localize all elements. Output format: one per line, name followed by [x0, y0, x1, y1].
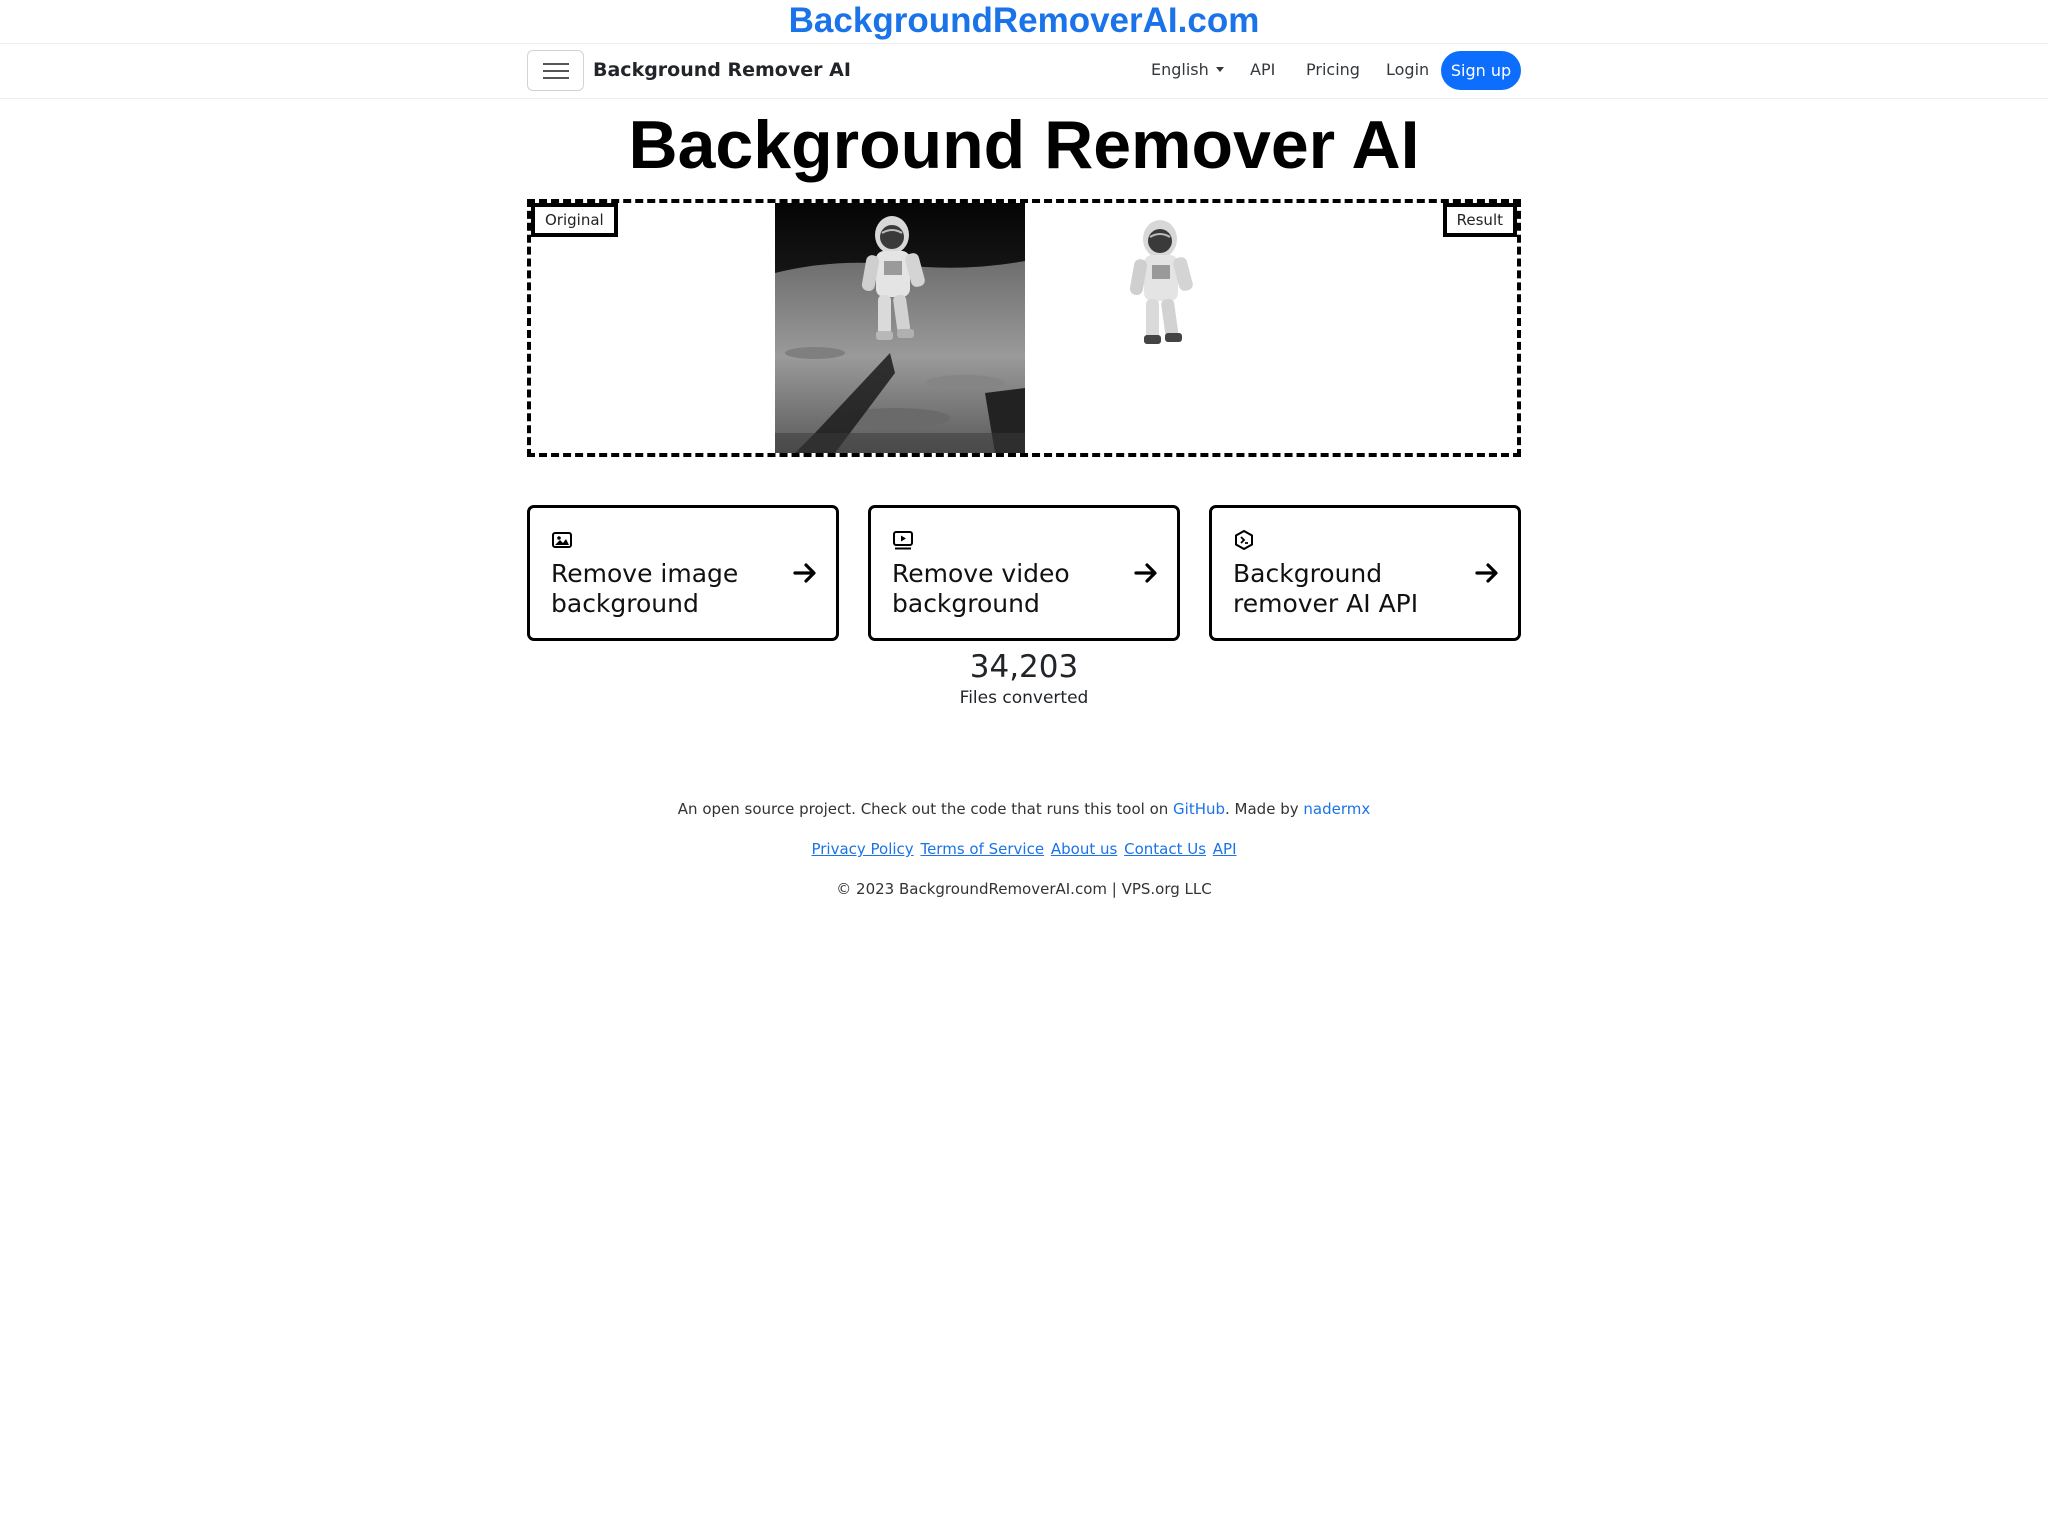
- footer-text: An open source project. Check out the code that runs this tool on: [677, 800, 1174, 818]
- brand-link[interactable]: Background Remover AI: [593, 59, 851, 81]
- privacy-policy-link[interactable]: Privacy Policy: [811, 840, 914, 858]
- arrow-right-icon: [792, 560, 818, 586]
- terms-of-service-link[interactable]: Terms of Service: [920, 840, 1045, 858]
- author-link[interactable]: nadermx: [1303, 800, 1371, 818]
- footer-text: . Made by: [1225, 800, 1304, 818]
- nav-pricing-link[interactable]: Pricing: [1306, 60, 1360, 79]
- navbar: [0, 43, 2048, 99]
- files-converted-count: 34,203: [969, 649, 1079, 685]
- comparison-slider[interactable]: [527, 199, 1521, 457]
- footer-links: [0, 838, 2048, 860]
- footer-credits: [0, 798, 2048, 820]
- remove-video-card[interactable]: [868, 505, 1180, 641]
- card-title: Background remover AI API: [1233, 559, 1419, 618]
- card-title: Remove video background: [892, 559, 1070, 618]
- remove-image-card[interactable]: [527, 505, 839, 641]
- result-label: Result: [1443, 203, 1517, 237]
- arrow-right-icon: [1474, 560, 1500, 586]
- terminal-icon: [1233, 529, 1255, 551]
- nav-login-link[interactable]: Login: [1386, 60, 1430, 79]
- hamburger-icon: [543, 63, 569, 65]
- files-converted-label: Files converted: [959, 688, 1089, 708]
- result-photo: [1120, 211, 1210, 371]
- language-label: English: [1151, 60, 1209, 79]
- card-title: Remove image background: [551, 559, 739, 618]
- feature-cards: [527, 505, 1521, 641]
- page-title: Background Remover AI: [628, 107, 1420, 183]
- original-label: Original: [531, 203, 618, 237]
- original-photo: [775, 203, 1025, 453]
- menu-toggle-button[interactable]: [527, 50, 584, 91]
- footer-api-link[interactable]: API: [1212, 840, 1237, 858]
- nav-api-link[interactable]: API: [1250, 60, 1276, 79]
- image-icon: [551, 529, 573, 551]
- api-card[interactable]: [1209, 505, 1521, 641]
- video-icon: [892, 529, 914, 551]
- github-link[interactable]: GitHub: [1173, 800, 1226, 818]
- arrow-right-icon: [1133, 560, 1159, 586]
- language-dropdown[interactable]: [1151, 59, 1224, 81]
- contact-us-link[interactable]: Contact Us: [1124, 840, 1207, 858]
- caret-down-icon: [1216, 67, 1224, 72]
- site-banner: BackgroundRemoverAI.com: [788, 1, 1260, 40]
- about-us-link[interactable]: About us: [1050, 840, 1118, 858]
- copyright: © 2023 BackgroundRemoverAI.com | VPS.org LLC: [836, 880, 1212, 898]
- signup-button[interactable]: Sign up: [1441, 51, 1521, 90]
